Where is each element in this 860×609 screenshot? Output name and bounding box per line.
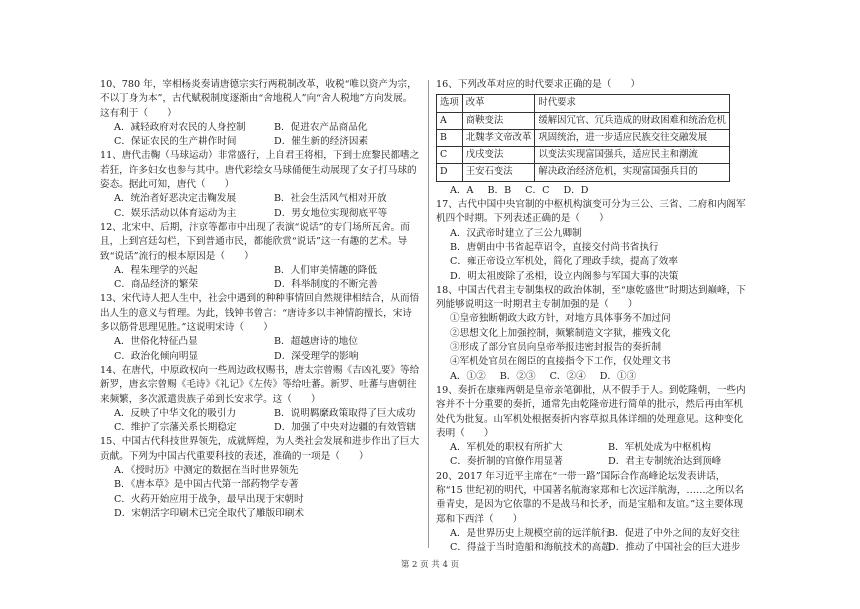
question-19 — [436, 384, 752, 470]
table-row — [437, 164, 730, 181]
page-footer: 第 2 页 共 4 页 — [400, 560, 460, 570]
question-16 — [436, 78, 752, 198]
question-stem: 15、中国古代科技世界领先，成就辉煌，为人类社会发展和进步作出了巨大贡献。下列为中国古代重要科技的表述，准确的一项是（ ） — [100, 436, 420, 462]
option-list — [436, 527, 752, 556]
option-b: B．人们审美情趣的降低 — [274, 264, 377, 276]
statement-item: ④军机处官员在阁臣的直接指令下工作，仅处理文书 — [450, 356, 671, 368]
option-a: A．是世界历史上规模空前的远洋航行 — [450, 527, 611, 539]
option-c: C．商品经济的繁荣 — [114, 279, 199, 291]
option-list — [436, 184, 752, 198]
option-b: B．②③ — [499, 370, 536, 382]
option-b: B．说明羁縻政策取得了巨大成功 — [274, 407, 416, 419]
option-list — [436, 370, 752, 384]
reform-table — [436, 94, 730, 181]
option-list — [436, 441, 752, 470]
table-cell: B — [437, 129, 463, 146]
table-cell: 戊戌变法 — [462, 147, 535, 164]
option-c: C．娱乐活动以体育运动为主 — [114, 207, 237, 219]
option-a: A．军机处的职权有所扩大 — [450, 442, 563, 454]
question-15 — [100, 435, 420, 521]
option-a: A．程朱理学的兴起 — [114, 264, 198, 276]
option-c: C．政治化倾向明显 — [114, 350, 199, 362]
option-d: D．宋朝活字印刷术已完全取代了雕版印刷术 — [114, 507, 304, 519]
table-cell: A — [437, 112, 463, 129]
option-d: D．加强了中央对边疆的有效管辖 — [274, 422, 417, 434]
option-d: D．君主专制统治达到顶峰 — [608, 456, 722, 468]
option-b: B．B — [487, 184, 512, 196]
option-c: C．奏折制的官僚作用显著 — [450, 456, 563, 468]
option-a: A．A — [450, 184, 474, 196]
statement-item: ①皇帝独断朝政大政方针，对地方具体事务不加过问 — [450, 313, 671, 325]
question-stem: 14、在唐代，中原政权向一些周边政权赐书，唐太宗曾赐《吉凶礼要》等给新罗，唐玄宗曾赐《毛诗》《礼记》《左传》等给吐蕃。新罗、吐蕃与唐朝往来频繁，多次派遣贵族子弟到长安求学。这（ ） — [100, 364, 420, 405]
question-17 — [436, 198, 752, 284]
question-stem: 16、下列改革对应的时代要求正确的是（ ） — [436, 79, 641, 90]
statement-list — [436, 312, 752, 369]
option-d: D．男女地位实现彻底平等 — [274, 207, 388, 219]
option-list — [436, 227, 752, 284]
table-cell: 缓解因冗官、冗兵造成的财政困难和统治危机 — [535, 112, 730, 129]
option-d: D．①③ — [599, 370, 637, 382]
right-column — [436, 78, 752, 556]
option-d: D．明太祖废除了丞相，设立内阁参与军国大事的决策 — [450, 270, 679, 282]
question-18 — [436, 284, 752, 384]
table-row — [437, 147, 730, 164]
question-10 — [100, 78, 420, 149]
option-c: C．维护了宗藩关系长期稳定 — [114, 422, 237, 434]
option-list — [100, 192, 420, 221]
option-list — [100, 335, 420, 364]
table-header: 时代要求 — [535, 95, 730, 112]
table-cell: 商鞅变法 — [462, 112, 535, 129]
option-a: A．①② — [450, 370, 486, 382]
option-c: C．得益于当时造船和海航技术的高超 — [450, 542, 611, 554]
option-b: B．促进农产品商品化 — [274, 121, 368, 133]
option-d: D．催生新的经济因素 — [274, 136, 369, 148]
question-stem: 18、中国古代君主专制集权的政治体制，至“康乾盛世”时期达到巅峰，下列能够说明这一时期君主专制加强的是（ ） — [436, 284, 746, 311]
option-b: B．促进了中外之间的友好交往 — [608, 527, 740, 539]
question-14 — [100, 364, 420, 435]
option-a: A．《授时历》中测定的数据在当时世界领先 — [114, 465, 299, 477]
question-stem: 19、奏折在康雍两朝是皇帝亲笔御批，从不假手于人。到乾隆朝，一些内容并不十分重要的奏折，通常先由乾隆帝进行简单的批示，然后再由军机处代为批复。山军机处根据奏折内容草拟具体详细的处理意见。这种变化表明（ ） — [436, 384, 746, 439]
question-12 — [100, 221, 420, 292]
option-b: B．超越唐诗的地位 — [274, 336, 358, 348]
option-a: A．减轻政府对农民的人身控制 — [114, 121, 246, 133]
table-cell: C — [437, 147, 463, 164]
table-cell: 北魏孝文帝改革 — [462, 129, 535, 146]
option-list — [100, 264, 420, 293]
table-cell: 解决政治经济危机，实现富国强兵目的 — [535, 164, 730, 181]
option-a: A．反映了中华文化的吸引力 — [114, 407, 237, 419]
option-d: D．推动了中国社会的巨大进步 — [608, 542, 741, 554]
option-b: B．社会生活风气相对开放 — [274, 193, 387, 205]
option-c: C．保证农民的生产耕作时间 — [114, 136, 237, 148]
table-row — [437, 129, 730, 146]
question-stem: 13、宋代诗人把人生中，社会中遇到的种种事情回自然规律相结合，从而悟出人生的意义与哲理。为此，钱钟书曾言：“唐诗多以丰神情韵擅长，宋诗多以筋骨思理见胜。”这说明宋诗（ ） — [100, 293, 420, 334]
table-row — [437, 112, 730, 129]
question-stem: 12、北宋中、后期，汴京等都市中出现了表演“说话”的专门场所瓦舍。而且，上到宫廷勾栏，下到普通市民，都能欣赏“说话”这一有趣的艺术。导致“说话”流行的根本原因是（ ） — [100, 221, 410, 262]
table-header: 改革 — [462, 95, 535, 112]
option-a: A．世俗化特征凸显 — [114, 336, 198, 348]
question-20 — [436, 470, 752, 556]
question-stem: 10、780 年，宰相杨炎奏请唐德宗实行两税制改革，收税“唯以资产为宗，不以丁身为本”，古代赋税制度逐渐由“舍地税人”向“舍人税地”方向发展。这有利于（ ） — [100, 79, 417, 119]
question-stem: 17、古代中国中央官制的中枢机构演变可分为三公、三省、二府和内阁军机四个时期。下列表述正确的是（ ） — [436, 199, 746, 225]
option-c: C．②④ — [549, 370, 586, 382]
option-d: D．D — [563, 184, 589, 196]
option-b: B．军机处成为中枢机构 — [608, 442, 711, 454]
statement-item: ②思想文化上加强控制，频繁制造文字狱，摧残文化 — [450, 327, 671, 339]
option-a: A．汉武帝时建立了三公九卿制 — [450, 227, 582, 239]
option-c: C．雍正帝设立军机处，简化了理政手续，提高了效率 — [450, 256, 678, 268]
option-b: B．《唐本草》是中国古代第一部药物学专著 — [114, 479, 299, 491]
question-11 — [100, 149, 420, 220]
table-cell: D — [437, 164, 463, 181]
table-cell: 王安石变法 — [462, 164, 535, 181]
option-d: D．科举制度的不断完善 — [274, 279, 378, 291]
option-c: C．C — [525, 184, 550, 196]
question-stem: 11、唐代击鞠（马球运动）非常盛行，上自君王将相，下到士庶黎民都嗜之若狂，许多妇女也参与其中。唐代彩绘女马球俑便生动展现了女子打马球的姿态。据此可知，唐代（ ） — [100, 150, 420, 191]
option-c: C．火药开始应用于战争，最早出现于宋朝时 — [114, 493, 304, 505]
column-divider — [428, 80, 429, 548]
statement-item: ③形成了部分官员向皇帝举报违密封报告的奏折制 — [450, 342, 662, 354]
option-list — [100, 464, 420, 521]
option-list — [100, 121, 420, 150]
option-list — [100, 407, 420, 436]
table-cell: 以变法实现富国强兵，适应民主和潮流 — [535, 147, 730, 164]
left-column — [100, 78, 420, 521]
option-b: B．唐朝由中书省起草诏令，直接交付尚书省执行 — [450, 241, 659, 253]
question-13 — [100, 292, 420, 363]
table-header-row — [437, 95, 730, 112]
option-d: D．深受理学的影响 — [274, 350, 359, 362]
option-a: A．统治者好恶决定击鞠发展 — [114, 193, 237, 205]
table-header: 选项 — [437, 95, 463, 112]
question-stem: 20、2017 年习近平主席在“一带一路”国际合作高峰论坛发表讲话，称“15 世纪初的明代，中国著名航海家郑和七次远洋航海，……之所以名垂青史，是因为它依靠的不是战马和长矛，而是宝船和友谊。”这主要体现郑和下西洋（ ） — [436, 470, 744, 525]
table-cell: 巩固统治，进一步适应民族交往交融发展 — [535, 129, 730, 146]
